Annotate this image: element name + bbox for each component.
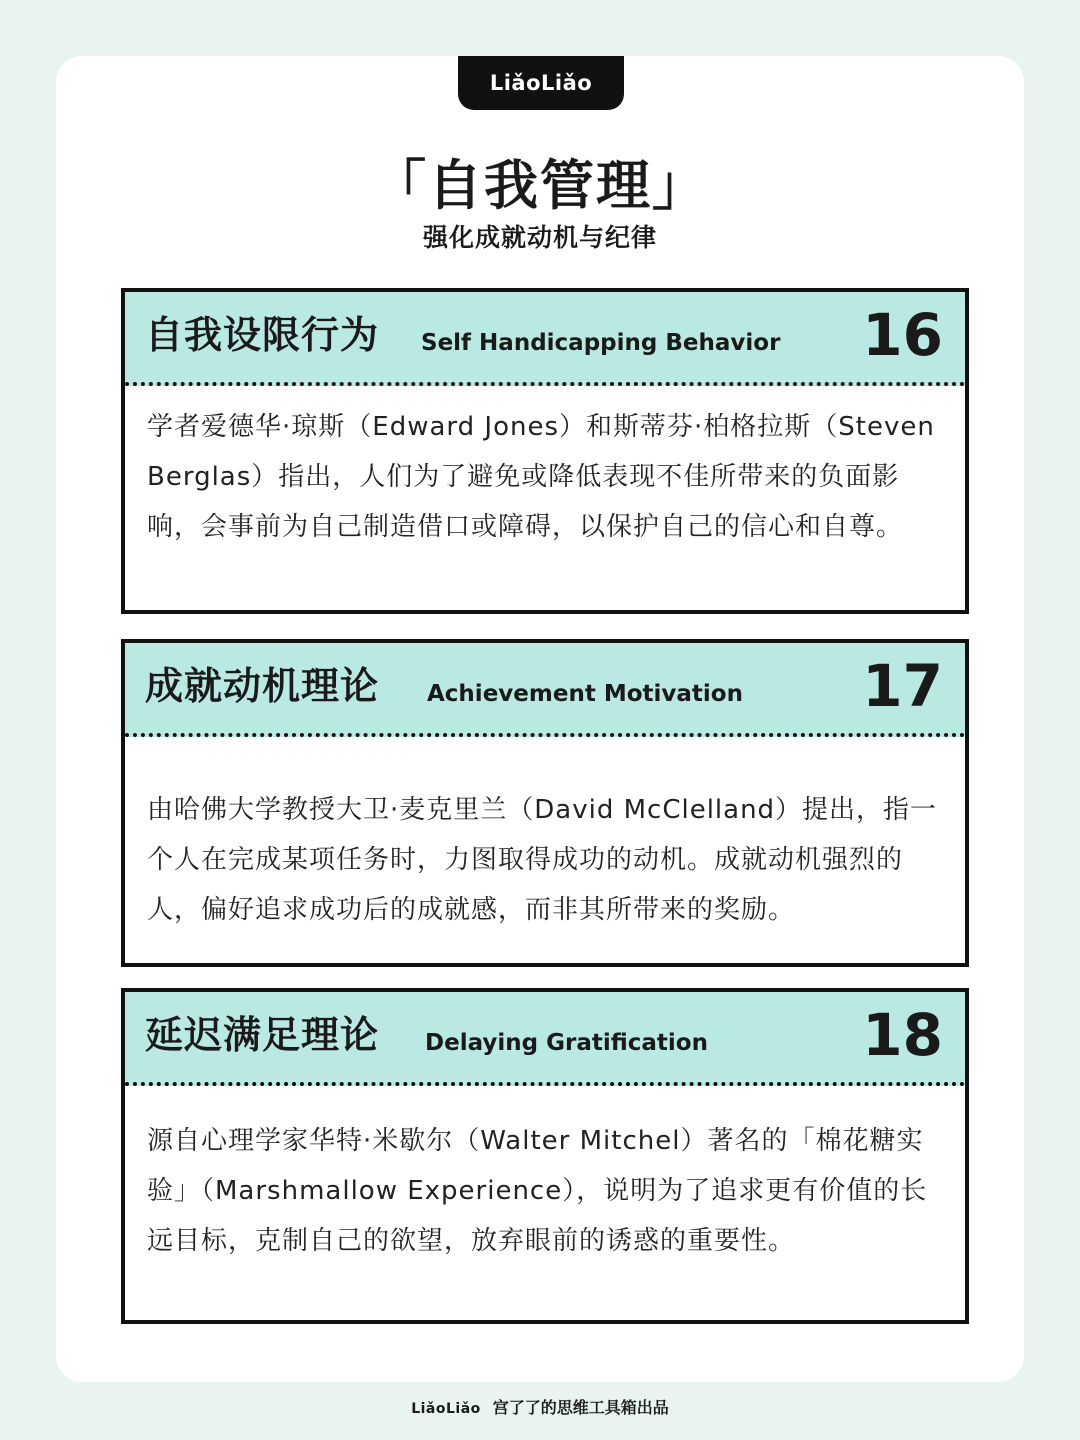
footer	[0, 1394, 1080, 1423]
footer-text: 宫了了的思维工具箱出品	[492, 1398, 669, 1417]
concept-title-en: Achievement Motivation	[427, 681, 743, 707]
concept-number: 16	[862, 301, 943, 369]
concept-description: 学者爱德华·琼斯（Edward Jones）和斯蒂芬·柏格拉斯（Steven Berglas）指出，人们为了避免或降低表现不佳所带来的负面影响，会事前为自己制造借口或障碍，以保护自己的信心和自尊。	[147, 412, 935, 542]
concept-title-en: Self Handicapping Behavior	[421, 330, 781, 356]
concept-title-cn: 延迟满足理论	[145, 1013, 380, 1057]
concept-card-header	[125, 643, 965, 737]
concept-description: 源自心理学家华特·米歇尔（Walter Mitchel）著名的「棉花糖实验」（Marshmallow Experience），说明为了追求更有价值的长远目标，克制自己的欲望，放弃眼前的诱惑的重要性。	[147, 1126, 928, 1256]
concept-card-16	[121, 288, 969, 614]
brand-logo	[458, 56, 624, 110]
concept-card-header	[125, 992, 965, 1086]
concept-title-cn: 自我设限行为	[145, 313, 380, 357]
concept-title-cn: 成就动机理论	[145, 664, 380, 708]
page-subtitle: 强化成就动机与纪律	[422, 223, 657, 252]
brand-logo-text: LiǎoLiǎo	[489, 71, 593, 95]
concept-card-18	[121, 988, 969, 1324]
concept-description: 由哈佛大学教授大卫·麦克里兰（David McClelland）提出，指一个人在完成某项任务时，力图取得成功的动机。成就动机强烈的人，偏好追求成功后的成就感，而非其所带来的奖励。	[147, 795, 938, 925]
concept-card-header	[125, 292, 965, 386]
concept-card-17	[121, 639, 969, 967]
footer-logo: LiǎoLiǎo	[411, 1401, 481, 1417]
page-title: 「自我管理」	[372, 154, 708, 217]
concept-number: 17	[862, 652, 943, 720]
concept-number: 18	[862, 1001, 943, 1069]
concept-title-en: Delaying Gratification	[425, 1030, 708, 1056]
